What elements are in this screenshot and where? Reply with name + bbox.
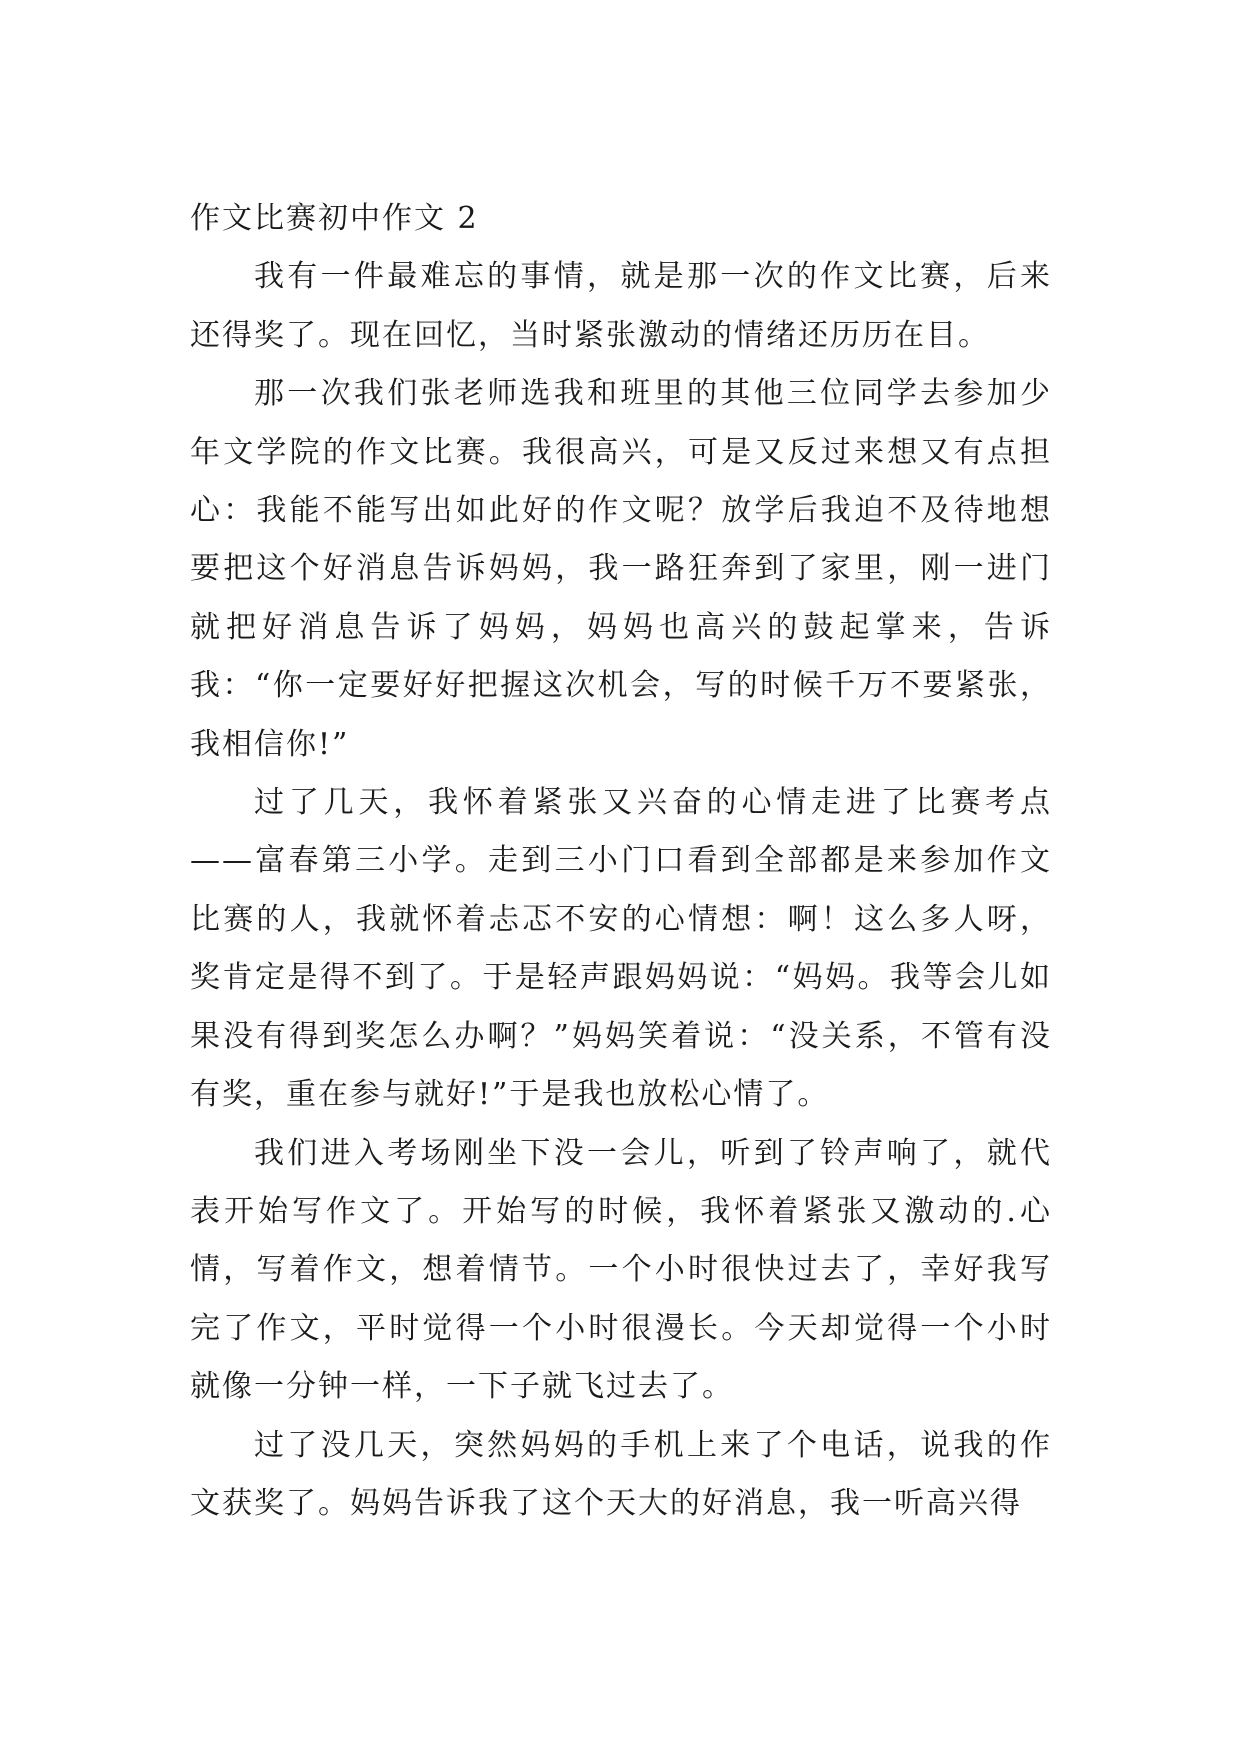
paragraph-2: 那一次我们张老师选我和班里的其他三位同学去参加少年文学院的作文比赛。我很高兴，可是又反过来想又有点担心：我能不能写出如此好的作文呢？放学后我迫不及待地想要把这个好消息告诉妈妈，我一路狂奔到了家里，刚一进门就把好消息告诉了妈妈，妈妈也高兴的鼓起掌来，告诉我：“你一定要好好把握这次机会，写的时候千万不要紧张，我相信你!”: [190, 376, 1052, 762]
paragraph-4: 我们进入考场刚坐下没一会儿，听到了铃声响了，就代表开始写作文了。开始写的时候，我怀着紧张又激动的.心情，写着作文，想着情节。一个小时很快过去了，幸好我写完了作文，平时觉得一个小时很漫长。今天却觉得一个小时就像一分钟一样，一下子就飞过去了。: [190, 1135, 1052, 1405]
paragraph-1: 我有一件最难忘的事情，就是那一次的作文比赛，后来还得奖了。现在回忆，当时紧张激动的情绪还历历在目。: [190, 259, 1052, 353]
paragraph-3: 过了几天，我怀着紧张又兴奋的心情走进了比赛考点——富春第三小学。走到三小门口看到全部都是来参加作文比赛的人，我就怀着忐忑不安的心情想：啊！这么多人呀，奖肯定是得不到了。于是轻声跟妈妈说：“妈妈。我等会儿如果没有得到奖怎么办啊？”妈妈笑着说：“没关系，不管有没有奖，重在参与就好!”于是我也放松心情了。: [190, 785, 1052, 1113]
document-body: [190, 190, 1052, 1533]
document-title: 作文比赛初中作文 2: [190, 201, 479, 236]
paragraph-5: 过了没几天，突然妈妈的手机上来了个电话，说我的作文获奖了。妈妈告诉我了这个天大的好消息，我一听高兴得: [190, 1427, 1052, 1521]
